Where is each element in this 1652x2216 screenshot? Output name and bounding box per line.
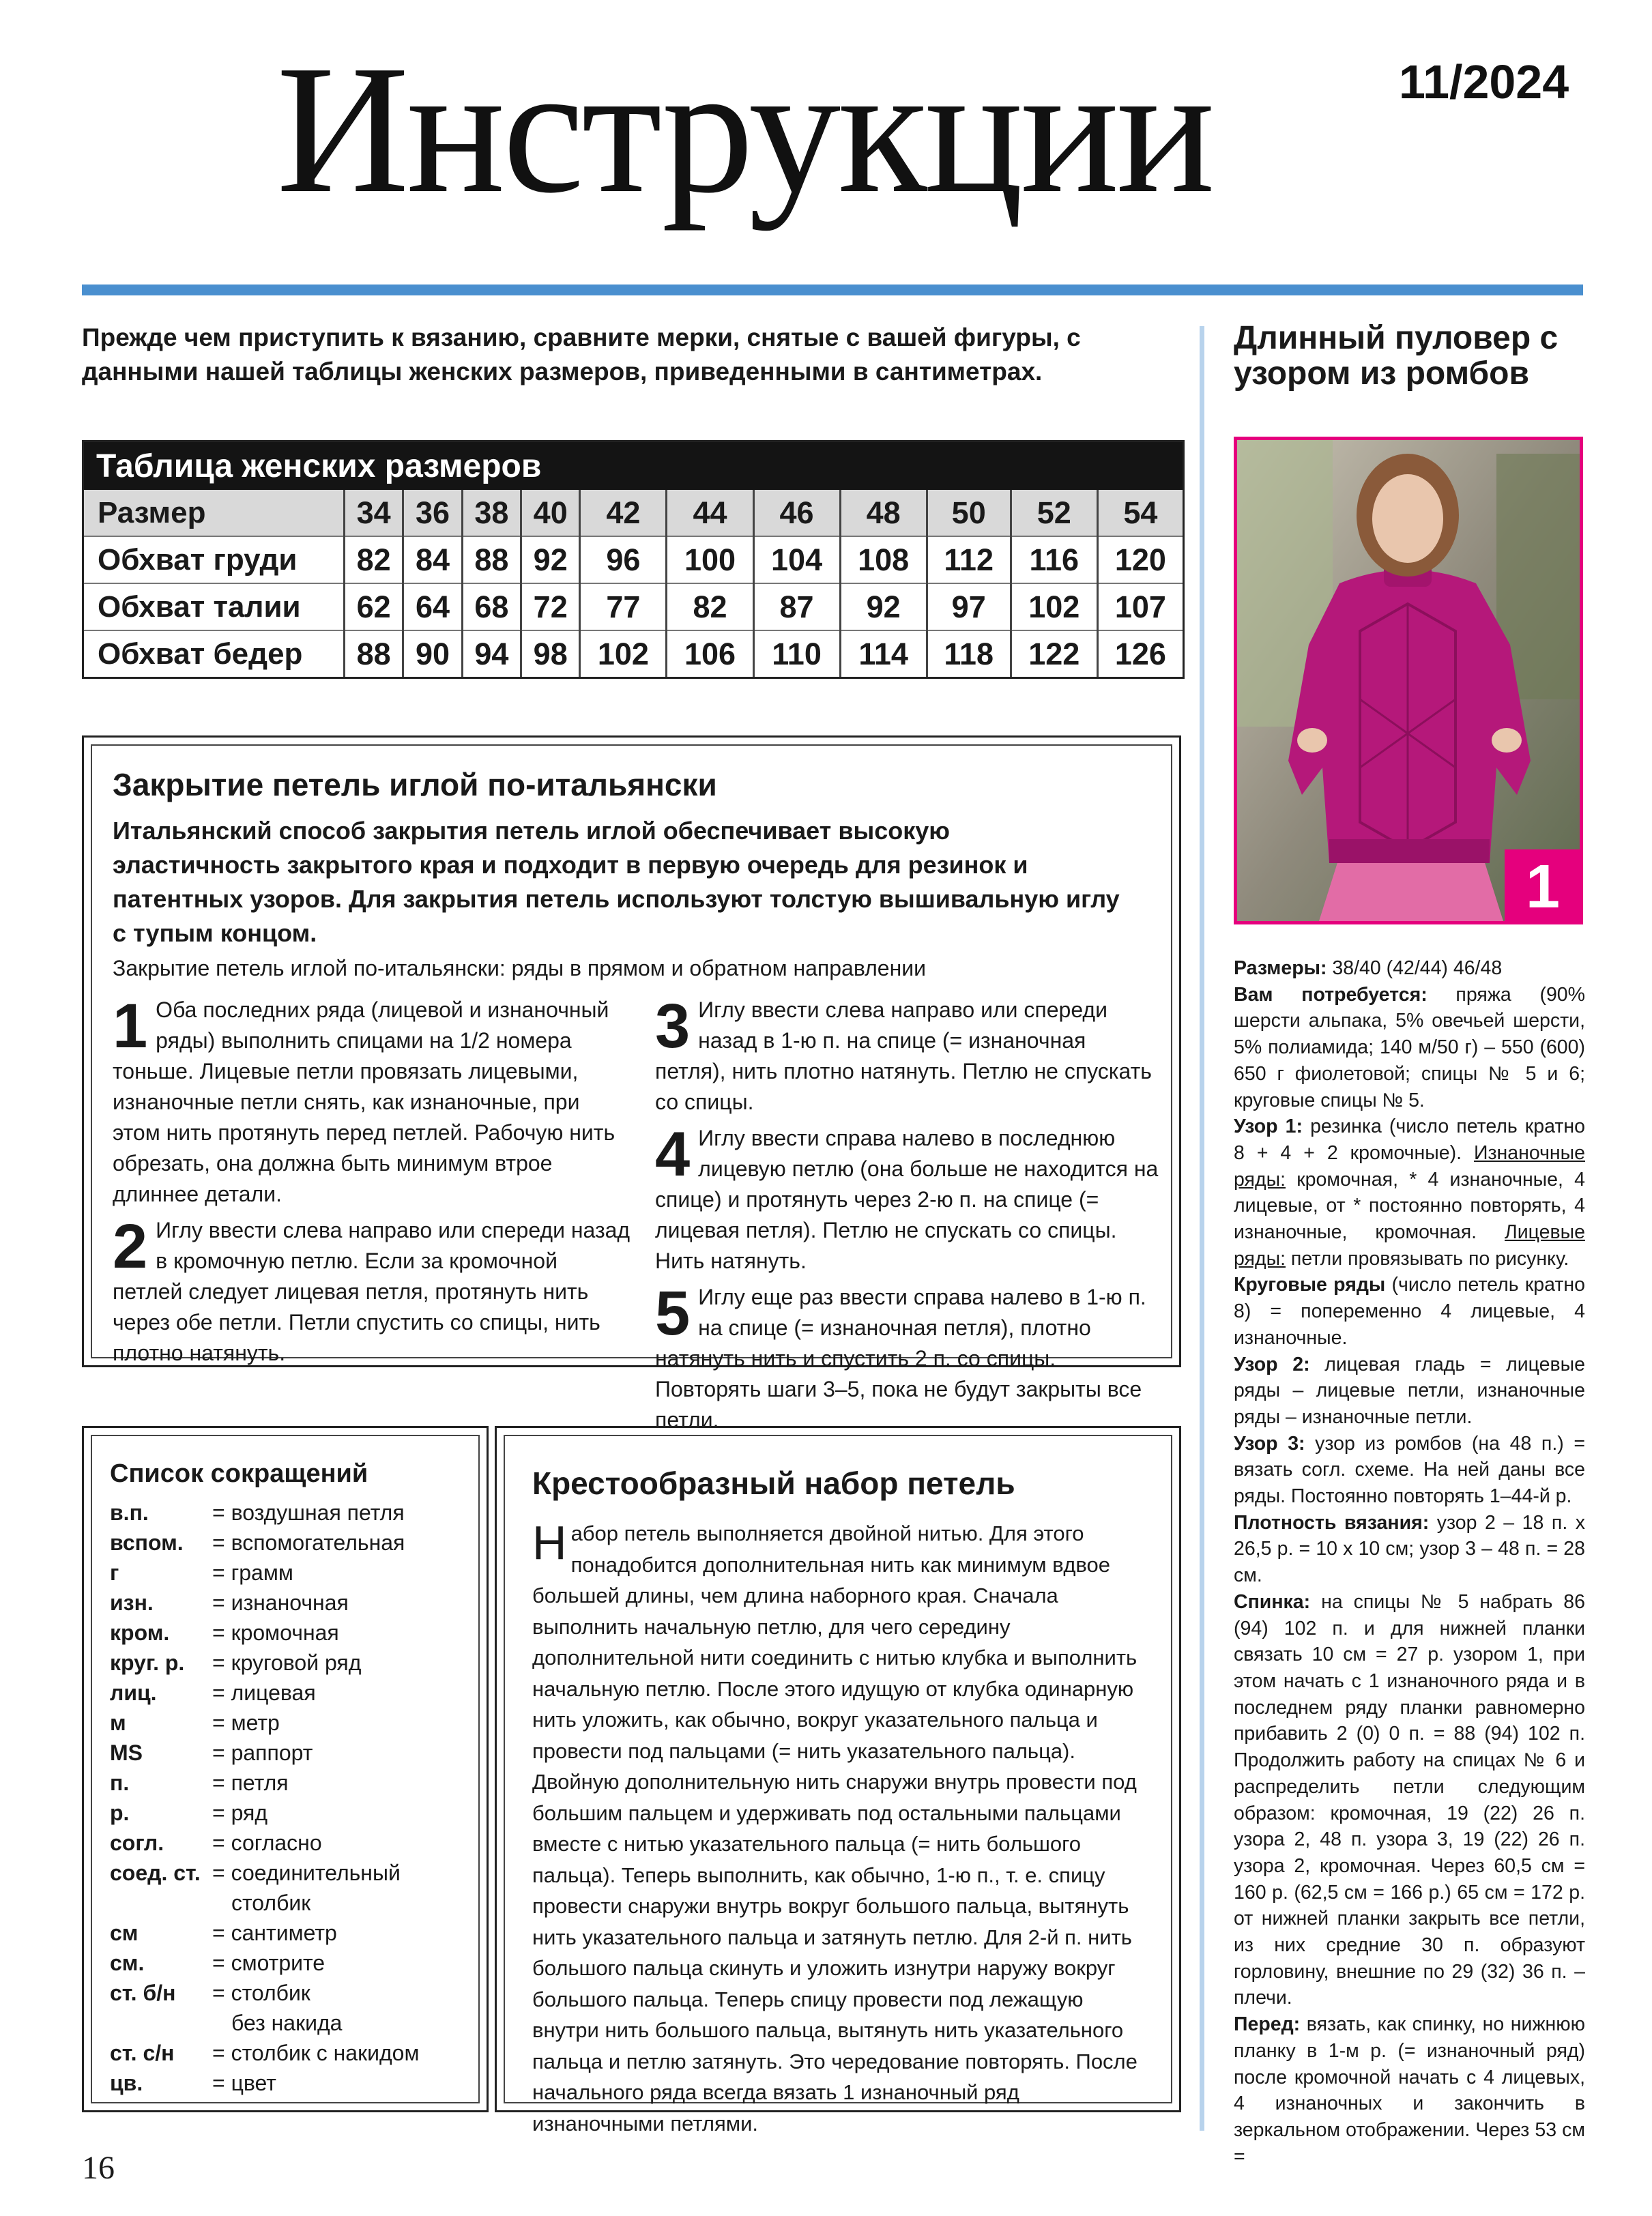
- abbreviation-value: = смотрите: [212, 1951, 325, 1975]
- size-row: [84, 583, 1183, 630]
- pattern-text: лицевая гладь = лицевые ряды – лицевые петли, изнаночные ряды – изнаночные петли.: [1234, 1353, 1585, 1428]
- abbreviation-key: изн.: [110, 1590, 154, 1615]
- measurement-value: 110: [753, 630, 840, 677]
- pattern-paragraph: [1234, 1589, 1585, 2011]
- italian-title: Закрытие петель иглой по-итальянски: [113, 767, 717, 802]
- abbreviation-key: см: [110, 1921, 139, 1945]
- pattern-text: на спицы № 5 набрать 86 (94) 102 п. и для нижней планки связать 10 см = 27 р. узором 1, при этом начать с 1 изнаночного ряда и в последнем ряду планки равномерно прибавить 2 (0) 0 п. = 88 (94) 102 п. Продолжить работу на спицах № 6 и распределить петли следующим образом: кромочная, 19 (22) 26 п. узора 2, 48 п. узора 3, 19 (22) 26 п. узора 2, кромочная. Через 60,5 см = 160 р. (62,5 см = 166 р.) 65 см = 172 р. от нижней планки закрыть все петли, из них средние 30 п. образуют горловину, внешние по 29 (32) 36 п. – плечи.: [1234, 1590, 1585, 2009]
- measurement-value: 106: [667, 630, 753, 677]
- column-divider: [1200, 326, 1204, 2131]
- step-4: [655, 1120, 1160, 1277]
- model-number-badge: 1: [1505, 849, 1581, 924]
- pattern-text: 38/40 (42/44) 46/48: [1327, 957, 1503, 979]
- measurement-value: 108: [840, 536, 927, 583]
- pattern-text: вязать, как спинку, но нижнюю планку в 1-м р. (= изнаночный ряд) после кромочной начать с 4 лицевых, 4 изнаночных и закончить в зеркальном отображении. Через 53 см =: [1234, 2013, 1585, 2168]
- measurement-value: 116: [1011, 536, 1097, 583]
- abbreviations-title: Список сокращений: [110, 1459, 368, 1488]
- measurement-value: 88: [462, 536, 521, 583]
- measurement-value: 88: [345, 630, 403, 677]
- measurement-value: 82: [667, 583, 753, 630]
- abbreviation-key: вспом.: [110, 1530, 184, 1555]
- size-cell: 34: [345, 490, 403, 536]
- size-cell: 54: [1097, 490, 1183, 536]
- cast-on-frame: [504, 1435, 1172, 2135]
- abbreviation-key: цв.: [110, 2071, 143, 2095]
- abbreviation-value: = воздушная петля: [212, 1500, 405, 1525]
- abbreviation-key: р.: [110, 1800, 130, 1825]
- italian-steps-left: [113, 991, 631, 1369]
- measurement-label: Обхват талии: [84, 583, 345, 630]
- pattern-label: Спинка:: [1234, 1590, 1311, 1613]
- measurement-value: 94: [462, 630, 521, 677]
- measurement-value: 68: [462, 583, 521, 630]
- abbreviation-key: см.: [110, 1951, 145, 1975]
- step-number: 1: [113, 991, 148, 1061]
- italian-steps-right: [655, 991, 1160, 1435]
- measurement-value: 114: [840, 630, 927, 677]
- step-3: [655, 991, 1160, 1118]
- abbreviation-value-continued: без накида: [231, 2011, 343, 2035]
- size-table-title: Таблица женских размеров: [84, 442, 1183, 490]
- size-cell: 48: [840, 490, 927, 536]
- measurement-value: 62: [345, 583, 403, 630]
- abbreviation-key: г: [110, 1560, 119, 1585]
- abbreviation-key: ст. с/н: [110, 2041, 175, 2065]
- step-text: Оба последних ряда (лицевой и изнаночный ряды) выполнить спицами на 1/2 номера тоньше. Лицевые петли провязать лицевыми, изнаночные петли снять, как изнаночные, при этом нить протянуть перед петлей. Рабочую нить обрезать, она должна быть минимум втрое длиннее детали.: [113, 997, 615, 1206]
- pattern-text: петли провязывать по рисунку.: [1286, 1247, 1569, 1270]
- size-row: [84, 630, 1183, 677]
- page-title: Инструкции: [276, 27, 1213, 231]
- model-title: Длинный пуловер с узором из ромбов: [1234, 320, 1559, 392]
- pattern-text: (число петель кратно 8) = попеременно 4 лицевые, 4 изнаночные.: [1234, 1274, 1586, 1349]
- measurement-value: 84: [403, 536, 462, 583]
- measurement-value: 122: [1011, 630, 1097, 677]
- step-2: [113, 1212, 631, 1369]
- abbreviation-value: = согласно: [212, 1831, 322, 1855]
- abbreviation-value: = раппорт: [212, 1740, 313, 1765]
- measurement-value: 102: [1011, 583, 1097, 630]
- abbreviation-value: = лицевая: [212, 1680, 316, 1705]
- abbreviation-value-continued: столбик: [231, 1891, 311, 1915]
- size-table: [82, 440, 1185, 679]
- abbreviations-box: [82, 1426, 489, 2112]
- pattern-paragraph: [1234, 1431, 1585, 1510]
- measurement-value: 118: [927, 630, 1011, 677]
- cast-on-text: [532, 1518, 1153, 2139]
- measurement-value: 112: [927, 536, 1011, 583]
- step-text: Иглу еще раз ввести справа налево в 1-ю п. на спице (= изнаночная петля), плотно натянуть нить и спустить 2 п. со спицы. Повторять шаги 3–5, пока не будут закрыты все петли.: [655, 1285, 1146, 1432]
- pattern-label: Узор 3:: [1234, 1432, 1305, 1455]
- pattern-paragraph: [1234, 2011, 1585, 2170]
- size-header-label: Размер: [84, 490, 345, 536]
- pattern-paragraph: [1234, 982, 1585, 1114]
- step-text: Иглу ввести слева направо или спереди назад в 1-ю п. на спице (= изнаночная петля), нить плотно натянуть. Петлю не спускать со спицы.: [655, 997, 1152, 1114]
- abbreviation-key: м: [110, 1710, 126, 1735]
- cast-on-body: абор петель выполняется двойной нитью. Для этого понадобится дополнительная нить как минимум вдвое большей длины, чем длина наборного края. Сначала выполнить начальную петлю, для чего середину дополнительной нити соединить с нитью клубка и выполнить начальную петлю. После этого идущую от клубка одинарную нить уложить, как обычно, вокруг указательного пальца и провести под пальцами (= нить указательного пальца). Двойную дополнительную нить снаружи внутрь провести под большим пальцем и удерживать под остальными пальцами вместе с нитью указательного пальца (= нить большого пальца). Теперь выполнить, как обычно, 1-ю п., т. е. спицу провести снаружи внутрь вокруг большого пальца, вытянуть нить указательного пальца и затянуть петлю. Для 2-й п. нить большого пальца скинуть и уложить изнутри наружу вокруг большого пальца. Теперь спицу провести под лежащую внутри нить большого пальца, вытянуть нить указательного пальца и петлю затянуть. Это чередование повторять. После начального ряда всегда вязать 1 изнаночный ряд изнаночными петлями.: [532, 1521, 1137, 2135]
- size-row: [84, 536, 1183, 583]
- measurement-value: 120: [1097, 536, 1183, 583]
- step-text: Иглу ввести справа налево в последнюю лицевую петлю (она больше не находится на спице) и протянуть через 2-ю п. на спице (= лицевая петля). Петлю не спускать со спицы. Нить натянуть.: [655, 1126, 1159, 1273]
- pattern-text: узор из ромбов (на 48 п.) = вязать согл. схеме. На ней даны все ряды. Постоянно повторять 1–44-й р.: [1234, 1432, 1585, 1508]
- measurement-value: 107: [1097, 583, 1183, 630]
- abbreviation-value: = соединительный: [212, 1861, 401, 1885]
- abbreviation-key: соед. ст.: [110, 1861, 201, 1885]
- pattern-underlined-label: Изнаночные ряды:: [1234, 1141, 1585, 1191]
- abbreviation-value: = вспомогательная: [212, 1530, 405, 1555]
- cross-cast-on-box: [495, 1426, 1181, 2135]
- size-cell: 44: [667, 490, 753, 536]
- measurement-value: 90: [403, 630, 462, 677]
- abbreviation-key: согл.: [110, 1831, 164, 1855]
- italian-lead: Итальянский способ закрытия петель иглой обеспечивает высокую эластичность закрытого края и подходит в первую очередь для резинок и патентных узоров. Для закрытия петель используют толстую вышивальную иглу с тупым концом.: [113, 817, 1120, 947]
- measurement-label: Обхват бедер: [84, 630, 345, 677]
- size-cell: 50: [927, 490, 1011, 536]
- header-divider: [82, 285, 1583, 295]
- italian-bindoff-box: [82, 735, 1181, 1432]
- measurement-value: 82: [345, 536, 403, 583]
- size-cell: 42: [580, 490, 667, 536]
- pattern-text: узор 2 – 18 п. х 26,5 р. = 10 х 10 см; узор 3 – 48 п. = 28 см.: [1234, 1511, 1585, 1587]
- step-number: 4: [655, 1120, 691, 1189]
- measurement-value: 102: [580, 630, 667, 677]
- pattern-paragraph: [1234, 1510, 1585, 1589]
- size-header-row: [84, 490, 1183, 536]
- abbreviation-key: п.: [110, 1770, 130, 1795]
- pattern-label: Узор 2:: [1234, 1353, 1310, 1375]
- measurement-value: 96: [580, 536, 667, 583]
- measurement-value: 126: [1097, 630, 1183, 677]
- pattern-paragraph: [1234, 1352, 1585, 1431]
- measurement-value: 92: [521, 536, 580, 583]
- size-cell: 46: [753, 490, 840, 536]
- pattern-paragraph: [1234, 955, 1585, 982]
- issue-number: 11/2024: [1399, 55, 1569, 108]
- pattern-paragraph: [1234, 1272, 1585, 1351]
- pattern-label: Перед:: [1234, 2013, 1301, 2036]
- measurement-value: 98: [521, 630, 580, 677]
- abbreviation-value: = сантиметр: [212, 1921, 337, 1945]
- pattern-label: Круговые ряды: [1234, 1274, 1386, 1296]
- abbreviation-key: MS: [110, 1740, 143, 1765]
- abbreviation-value: = грамм: [212, 1560, 293, 1585]
- drop-cap: Н: [532, 1516, 567, 1569]
- abbreviation-value: = столбик: [212, 1981, 310, 2005]
- pattern-underlined-label: Лицевые ряды:: [1234, 1221, 1585, 1270]
- size-cell: 38: [462, 490, 521, 536]
- step-number: 2: [113, 1212, 148, 1281]
- measurement-label: Обхват груди: [84, 536, 345, 583]
- size-cell: 52: [1011, 490, 1097, 536]
- step-1: [113, 991, 631, 1210]
- pattern-text: резинка (число петель кратно 8 + 4 + 2 кромочные).: [1234, 1116, 1585, 1164]
- pattern-label: Узор 1:: [1234, 1116, 1303, 1138]
- abbreviation-value: = изнаночная: [212, 1590, 349, 1615]
- measurement-value: 87: [753, 583, 840, 630]
- abbreviation-key: в.п.: [110, 1500, 149, 1525]
- abbreviation-value: = цвет: [212, 2071, 276, 2095]
- measurement-value: 72: [521, 583, 580, 630]
- measurement-value: 64: [403, 583, 462, 630]
- abbreviation-key: лиц.: [110, 1680, 157, 1705]
- italian-box-frame: [91, 744, 1172, 1432]
- abbreviation-value: = столбик с накидом: [212, 2041, 420, 2065]
- pattern-label: Вам потребуется:: [1234, 983, 1428, 1006]
- pattern-label: Плотность вязания:: [1234, 1511, 1430, 1534]
- abbreviation-value: = круговой ряд: [212, 1650, 362, 1675]
- abbreviation-value: = петля: [212, 1770, 289, 1795]
- measurement-value: 97: [927, 583, 1011, 630]
- abbreviation-key: ст. б/н: [110, 1981, 176, 2005]
- italian-subtitle: Закрытие петель иглой по-итальянски: ряды в прямом и обратном направлении: [113, 956, 926, 980]
- abbreviation-key: круг. р.: [110, 1650, 185, 1675]
- abbreviation-value: = кромочная: [212, 1620, 339, 1645]
- page-number: 16: [82, 2150, 115, 2186]
- size-cell: 36: [403, 490, 462, 536]
- abbreviation-key: кром.: [110, 1620, 170, 1645]
- pattern-text: кромочная, * 4 изнаночные, 4 лицевые, от * постоянно повторять, 4 изнаночные, кромочная.: [1234, 1168, 1585, 1244]
- pattern-paragraph: [1234, 1113, 1585, 1272]
- size-table-grid: [84, 490, 1183, 677]
- pattern-label: Размеры:: [1234, 957, 1327, 979]
- cast-on-title: Крестообразный набор петель: [532, 1466, 1015, 1501]
- pattern-text: пряжа (90% шерсти альпака, 5% овечьей шерсти, 5% полиамида; 140 м/50 г) – 550 (600) 650 г фиолетовой; спицы № 5 и 6; круговые спицы № 5.: [1234, 983, 1585, 1111]
- abbreviations-frame: [91, 1435, 480, 2103]
- measurement-value: 77: [580, 583, 667, 630]
- step-5: [655, 1279, 1160, 1435]
- size-cell: 40: [521, 490, 580, 536]
- abbreviation-value: = ряд: [212, 1800, 268, 1825]
- measurement-value: 104: [753, 536, 840, 583]
- abbreviation-value: = метр: [212, 1710, 280, 1735]
- measurement-value: 100: [667, 536, 753, 583]
- step-text: Иглу ввести слева направо или спереди назад в кромочную петлю. Если за кромочной петлей следует лицевая петля, протянуть нить через обе петли. Петли спустить со спицы, нить плотно натянуть.: [113, 1218, 631, 1365]
- intro-text: Прежде чем приступить к вязанию, сравните мерки, снятые с вашей фигуры, с данными нашей таблицы женских размеров, приведенными в сантиметрах.: [82, 323, 1081, 385]
- measurement-value: 92: [840, 583, 927, 630]
- pattern-instructions: [1234, 955, 1585, 2170]
- step-number: 3: [655, 991, 691, 1061]
- step-number: 5: [655, 1279, 691, 1348]
